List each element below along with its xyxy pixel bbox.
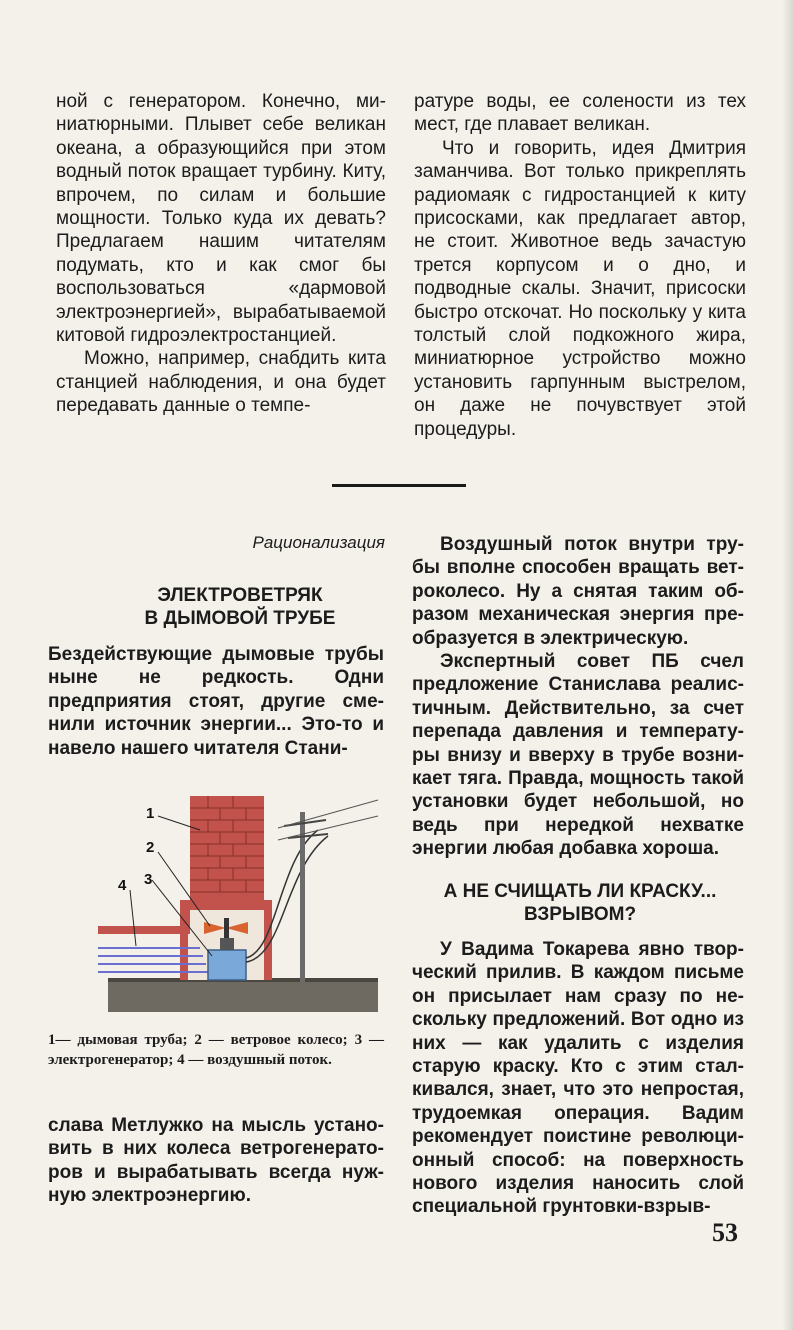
figure-label: 4 xyxy=(118,877,127,894)
paragraph: Что и говорить, идея Дмитрия заманчива. Вот только прикреплять радиомаяк с гидростанцией к киту присосками, как предлагает автор, не стоит. Животное ведь зачастую трется корпусом и о дно, и подводные скалы. Значит, присоски быстро отскочат. Но поскольку у кита толстый слой подкожного жира, миниатюрное устройство можно установить гарпунным выстрелом, он даже не почувствует этой процедуры. xyxy=(414,137,746,440)
paragraph: слава Метлужко на мысль установить в них колеса ветрогенераторов и вырабатывать всегда нужную электроэнергию. xyxy=(48,1115,384,1207)
article-lead xyxy=(48,643,384,760)
figure-label: 3 xyxy=(144,871,153,888)
article-title-line: А НЕ СЧИЩАТЬ ЛИ КРАСКУ... xyxy=(443,881,717,902)
right-column-top xyxy=(414,90,746,441)
section-divider xyxy=(332,484,466,487)
right-column-bottom xyxy=(412,533,744,861)
chimney-wind-turbine-illustration xyxy=(88,790,388,1022)
figure-caption: 1— дымовая труба; 2 — ветровое колесо; 3 — электрогенератор; 4 — воздушный поток. xyxy=(48,1032,384,1068)
article-title-line: ЭЛЕКТРОВЕТРЯК xyxy=(157,585,323,606)
article2-body xyxy=(412,938,744,1219)
paragraph: Экспертный совет ПБ счел предложение Станислава реалистичным. Действительно, за счет перепада давления и температуры внизу и вверху в трубе возникает тяга. Правда, мощность такой установки будет небольшой, но ведь при нередкой нехватке энергии любая добавка хороша. xyxy=(412,651,744,860)
paragraph: ратуре воды, ее солености из тех мест, где плавает великан. xyxy=(414,91,746,136)
rubric-label: Рационализация xyxy=(252,533,385,552)
page-edge-shadow xyxy=(782,0,794,1330)
figure-label: 1 xyxy=(146,805,155,822)
paragraph: Бездействующие дымовые трубы ныне не редкость. Одни предприятия стоят, другие сменили источник энергии... Это-то и навело нашего читателя Стани- xyxy=(48,644,384,759)
article-title xyxy=(414,880,746,926)
page-number: 53 xyxy=(712,1218,738,1247)
article-title-line: В ДЫМОВОЙ ТРУБЕ xyxy=(144,608,336,629)
paragraph: Воздушный поток внутри трубы вполне способен вращать ветроколесо. Ну а снятая таким образом механическая энергия преобразуется в электрическую. xyxy=(412,534,744,649)
paragraph: У Вадима Токарева явно творческий прилив. В каждом письме он присылает нам сразу по нескольку предложений. Вот одно из них — как удалить с изделия старую краску. Кто с этим сталкивался, знает, что это непростая, трудоемкая операция. Вадим рекомендует поистине революционный способ: на поверхность нового изделия наносить слой специальной грунтовки-взрыв- xyxy=(412,939,744,1218)
figure-label: 2 xyxy=(146,839,155,856)
article-title xyxy=(100,584,380,630)
article-continuation xyxy=(48,1114,384,1208)
article-title-line: ВЗРЫВОМ? xyxy=(523,904,637,925)
paragraph: Можно, например, снабдить кита станцией наблюдения, и она будет передавать данные о темпе- xyxy=(56,348,386,417)
left-column-top xyxy=(56,90,386,418)
paragraph: ной с генератором. Конечно, миниатюрными. Плывет себе великан океана, а образующийся при этом водный поток вращает турбину. Киту, впрочем, по силам и большие мощности. Только куда их девать? Предлагаем нашим читателям подумать, кто и как смог бы воспользоваться «дармовой электроэнергией», вырабатываемой китовой гидроэлектростанцией. xyxy=(56,91,386,347)
